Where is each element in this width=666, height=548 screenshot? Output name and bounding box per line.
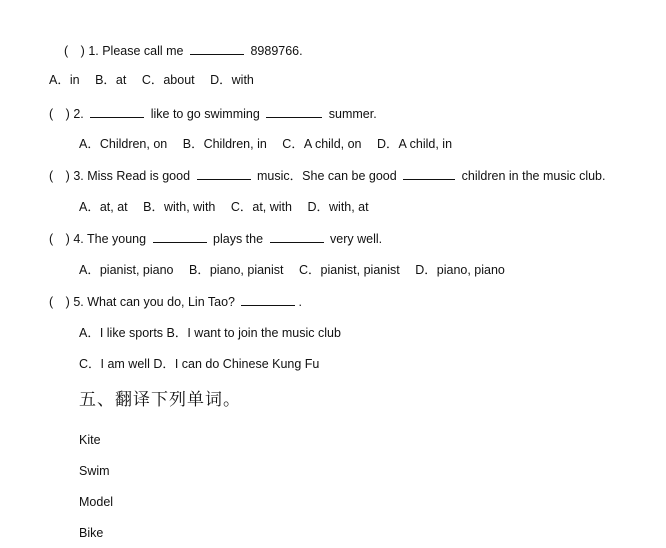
option-b: B．at	[95, 73, 127, 87]
question-text: 5. What can you do, Lin Tao?	[73, 295, 235, 309]
question-text: summer.	[328, 107, 377, 121]
answer-blank[interactable]	[403, 167, 455, 180]
question-1	[64, 42, 303, 59]
answer-paren: ( )	[49, 295, 70, 309]
question-text: like to go swimming	[150, 107, 260, 121]
question-text: 4. The young	[73, 232, 147, 246]
answer-blank[interactable]	[90, 105, 144, 118]
question-text: very well.	[330, 232, 383, 246]
vocab-word: Bike	[79, 526, 104, 540]
option-c: C．at, with	[230, 200, 292, 214]
option-b: B．piano, pianist	[189, 263, 284, 277]
section-heading: 五、翻译下列单词。	[79, 390, 241, 410]
answer-blank[interactable]	[197, 167, 251, 180]
question-5	[49, 293, 302, 310]
option-d: D．A child, in	[377, 137, 453, 151]
question-text: .	[298, 295, 302, 309]
option-b: B．with, with	[143, 200, 216, 214]
answer-blank[interactable]	[153, 230, 207, 243]
option-c: C．pianist, pianist	[299, 263, 400, 277]
option-d: D．with, at	[307, 200, 369, 214]
answer-paren: ( )	[49, 107, 70, 121]
question-2-options	[79, 136, 464, 152]
answer-blank[interactable]	[190, 42, 244, 55]
question-5-options-line-1	[79, 325, 341, 341]
answer-blank[interactable]	[241, 293, 295, 306]
question-text: 8989766.	[250, 44, 303, 58]
question-2	[49, 105, 377, 122]
option-c: C．A child, on	[282, 137, 362, 151]
vocab-word: Swim	[79, 464, 110, 478]
option-a: A．pianist, piano	[79, 263, 174, 277]
option-a: A．in	[49, 73, 80, 87]
question-text: 3. Miss Read is good	[73, 169, 191, 183]
option-d: D．with	[210, 73, 254, 87]
vocab-word: Kite	[79, 433, 101, 447]
option-c: C．about	[141, 73, 195, 87]
question-text: plays the	[213, 232, 264, 246]
question-3	[49, 167, 605, 184]
option-b: B．Children, in	[182, 137, 267, 151]
question-3-options	[79, 199, 381, 215]
options-text: C．I am well D．I can do Chinese Kung Fu	[79, 357, 320, 371]
answer-paren: ( )	[49, 232, 70, 246]
options-text: A．I like sports B．I want to join the music club	[79, 326, 341, 340]
question-1-options	[49, 72, 266, 88]
option-a: A．Children, on	[79, 137, 168, 151]
answer-paren: ( )	[49, 169, 70, 183]
vocab-word: Model	[79, 495, 114, 509]
answer-blank[interactable]	[266, 105, 322, 118]
option-d: D．piano, piano	[415, 263, 505, 277]
option-a: A．at, at	[79, 200, 128, 214]
question-text: children in the music club.	[461, 169, 606, 183]
question-text: 1. Please call me	[88, 44, 184, 58]
answer-blank[interactable]	[270, 230, 324, 243]
question-number: 2.	[73, 107, 84, 121]
question-text: music．She can be good	[257, 169, 397, 183]
answer-paren: ( )	[64, 44, 85, 58]
question-4-options	[79, 262, 517, 278]
question-4	[49, 230, 382, 247]
question-5-options-line-2	[79, 356, 319, 372]
